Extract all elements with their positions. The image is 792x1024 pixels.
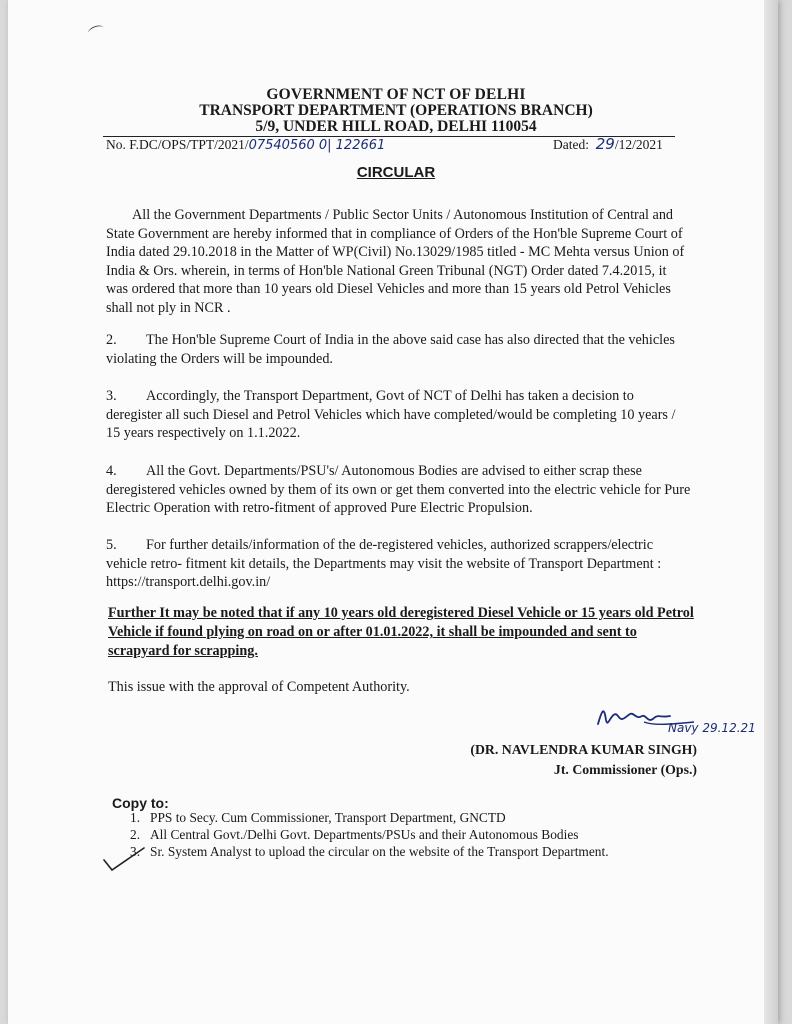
dated-day: 29 — [595, 135, 615, 153]
circular-title — [0, 164, 792, 181]
reference-number — [106, 137, 385, 153]
paragraph-5 — [106, 536, 692, 592]
copy-to-title: Copy to: — [112, 795, 169, 811]
dated — [553, 135, 663, 153]
signature-text: Navy 29.12.21 — [668, 721, 756, 735]
paragraph-text: Accordingly, the Transport Department, Govt of NCT of Delhi has taken a decision to deregister all such Diesel and Petrol Vehicles which have completed/would be completing 10 years / 15 years respectively on 1.1.2022. — [106, 388, 676, 442]
dated-label: Dated: — [553, 137, 589, 152]
list-item — [130, 843, 609, 860]
paragraph-text: The Hon'ble Supreme Court of India in the above said case has also directed that the vehicles violating the Orders will be impounded. — [106, 332, 675, 367]
paragraph-3 — [106, 387, 692, 443]
impound-notice: Further It may be noted that if any 10 years old deregistered Diesel Vehicle or 15 years old Petrol Vehicle if found plying on road on or after 01.01.2022, it shall be impounded and sent to scrapyard for scrapping. — [108, 605, 694, 659]
checkmark-icon — [100, 840, 146, 876]
paragraph-number: 5. — [106, 537, 117, 553]
circular-title-text: CIRCULAR — [356, 164, 436, 181]
signatory-name: (DR. NAVLENDRA KUMAR SINGH) — [470, 742, 697, 757]
paragraph-text: All the Government Departments / Public Sector Units / Autonomous Institution of Central and State Government are hereby informed that in compliance of Orders of the Hon'ble Supreme Court of India dated 29.10.2018 in the Matter of WP(Civil) No.13029/1985 titled - MC Mehta versus Union of India & Ors. wherein, in terms of Hon'ble National Green Tribunal (NGT) Order dated 7.4.2015, it was ordered that more than 10 years old Diesel Vehicles and more than 15 years old Petrol Vehicles shall not ply in NCR . — [106, 207, 685, 316]
signatory-block — [446, 740, 697, 780]
list-item-text: All Central Govt./Delhi Govt. Departments/PSUs and their Autonomous Bodies — [150, 827, 579, 842]
signatory-designation: Jt. Commissioner (Ops.) — [553, 762, 697, 777]
reference-handwritten: 07540560 0| 122661 — [248, 138, 386, 153]
page-edge — [764, 0, 778, 1024]
paragraph-2 — [106, 331, 692, 368]
paragraph-4 — [106, 462, 692, 518]
header-government: GOVERNMENT OF NCT OF DELHI — [266, 86, 526, 103]
list-item-number: 1. — [130, 810, 141, 825]
handwritten-signature — [584, 696, 756, 740]
copy-to-list — [130, 809, 609, 860]
approval-line: This issue with the approval of Competent Authority. — [108, 679, 410, 695]
paragraph-text: All the Govt. Departments/PSU's/ Autonomous Bodies are advised to either scrap these deregistered vehicles owned by them of its own or get them converted into the electric vehicle for Pure Electric Operation with retro-fitment of approved Pure Electric Propulsion. — [106, 463, 691, 517]
corner-mark — [87, 24, 105, 38]
reference-printed: No. F.DC/OPS/TPT/2021/ — [106, 137, 249, 152]
paragraph-number: 2. — [106, 332, 117, 348]
header-department: TRANSPORT DEPARTMENT (OPERATIONS BRANCH) — [199, 102, 593, 119]
list-item-text: Sr. System Analyst to upload the circular on the website of the Transport Department. — [150, 844, 609, 859]
dated-rest: /12/2021 — [614, 137, 663, 152]
list-item — [130, 826, 609, 843]
paragraph-text: For further details/information of the de-registered vehicles, authorized scrappers/electric vehicle retro- fitment kit details, the Departments may visit the website of Transport Department : https://transport.delhi.gov.in/ — [106, 537, 662, 591]
list-item-number: 3. — [130, 844, 141, 859]
paragraph-number: 4. — [106, 463, 117, 479]
list-item-text: PPS to Secy. Cum Commissioner, Transport Department, GNCTD — [150, 810, 506, 825]
header-address: 5/9, UNDER HILL ROAD, DELHI 110054 — [255, 118, 537, 135]
paragraph-number: 3. — [106, 388, 117, 404]
list-item — [130, 809, 609, 826]
list-item-number: 2. — [130, 827, 141, 842]
paragraph-1 — [106, 206, 692, 318]
